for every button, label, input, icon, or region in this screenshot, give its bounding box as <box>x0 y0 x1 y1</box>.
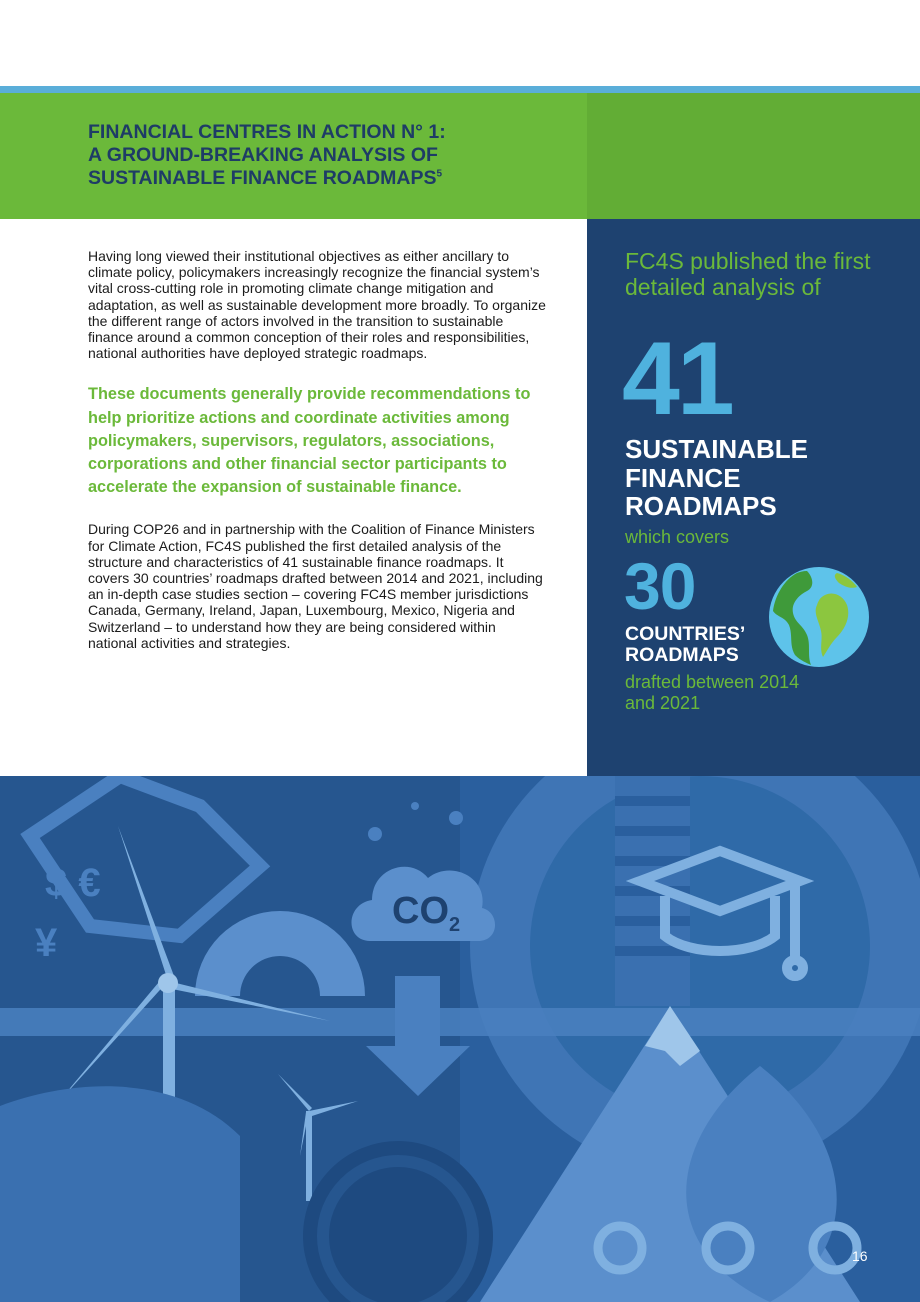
svg-text:¥: ¥ <box>35 921 58 965</box>
countries-label: COUNTRIES’ ROADMAPS <box>625 623 745 666</box>
stats-intro-text: FC4S published the first detailed analysis of <box>625 248 871 300</box>
body-column <box>88 248 548 651</box>
drafted-text: drafted between 2014 and 2021 <box>625 672 800 713</box>
countries-count: 30 <box>624 549 696 623</box>
section-title <box>88 121 568 190</box>
statistics-panel <box>587 219 920 776</box>
highlight-paragraph: These documents generally provide recommendations to help prioritize actions and coordinate activities among policymakers, supervisors, regulators, associations, corporations and other financial sector participants to accelerate the expansion of sustainable finance. <box>88 385 531 497</box>
covers-text: which covers <box>625 527 730 547</box>
co2-subscript: 2 <box>449 914 461 936</box>
title-line-1: FINANCIAL CENTRES IN ACTION N° 1: <box>88 121 446 143</box>
header-banner-right <box>587 93 920 219</box>
roadmaps-label: SUSTAINABLE FINANCE ROADMAPS <box>625 434 808 521</box>
footnote-reference: 5 <box>436 168 443 180</box>
cop26-paragraph: During COP26 and in partnership with the Coalition of Finance Ministers for Climate Action, FC4S published the first detailed analysis of the structure and characteristics of 41 sustainable finance roadmaps. It covers 30 countries’ roadmaps drafted between 2014 and 2021, including an in-depth case studies section – covering FC4S member jurisdictions Canada, Germany, Ireland, Japan, Luxembourg, Mexico, Nigeria and Switzerland – to understand how they are being considered within national activities and strategies. <box>88 521 543 651</box>
title-line-2: A GROUND-BREAKING ANALYSIS OF <box>88 144 438 166</box>
title-line-3: SUSTAINABLE FINANCE ROADMAPS <box>88 167 437 189</box>
roadmaps-count: 41 <box>622 321 732 437</box>
top-accent-line <box>0 86 920 93</box>
page-number: 16 <box>852 1248 868 1264</box>
intro-paragraph: Having long viewed their institutional objectives as either ancillary to climate policy, policymakers increasingly recognize the financial system’s vital cross-cutting role in promoting climate change mitigation and adaptation, as well as sustainable development more broadly. To organize the different range of actors involved in the transition to sustainable finance around a common conception of their roles and responsibilities, national authorities have deployed strategic roadmaps. <box>88 248 546 362</box>
co2-main: CO <box>392 890 449 932</box>
globe-icon <box>767 565 871 669</box>
decorative-illustration <box>0 776 920 1302</box>
currency-icon: $ € <box>45 861 101 905</box>
